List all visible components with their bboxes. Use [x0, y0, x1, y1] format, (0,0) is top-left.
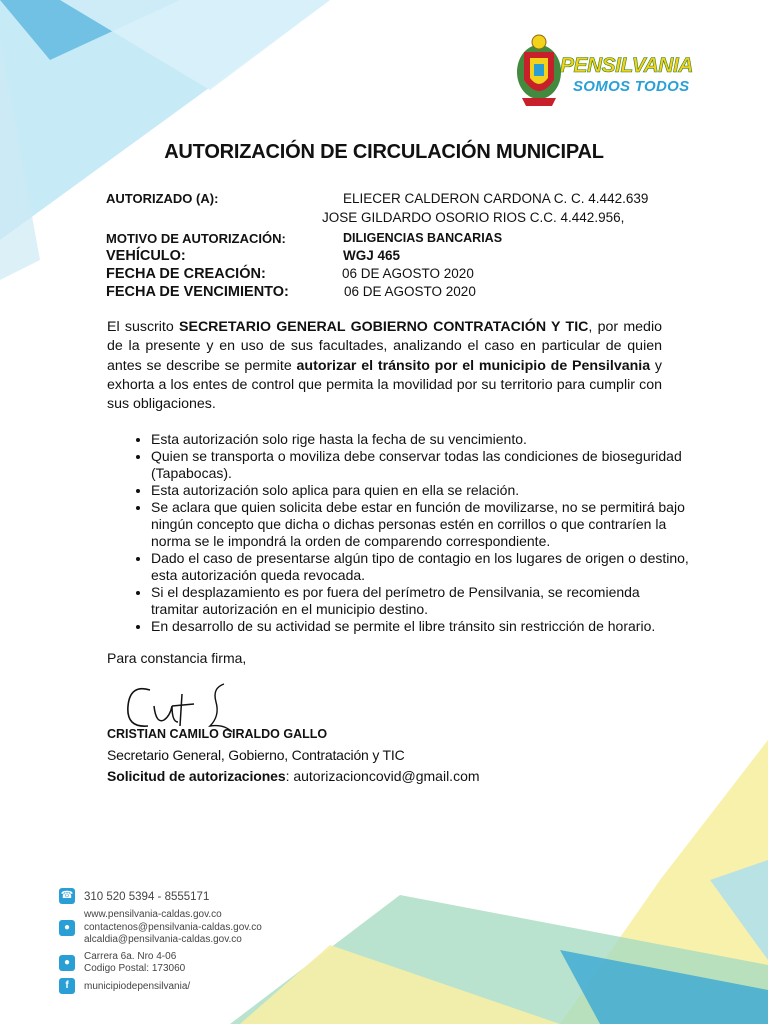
vehicle-value: WGJ 465	[343, 248, 401, 263]
list-item: • Dado el caso de presentarse algún tipo de contagio en los lugares de origen o destino, esta autorización queda revocada.	[151, 550, 691, 584]
motive-value: DILIGENCIAS BANCARIAS	[343, 231, 503, 245]
authorized-person-2: JOSE GILDARDO OSORIO RIOS C.C. 4.442.956,	[322, 210, 625, 225]
closing-text: Para constancia firma,	[107, 650, 247, 666]
authorized-label: AUTORIZADO (A):	[106, 191, 219, 206]
globe-icon: ●	[59, 920, 75, 936]
list-item: • Esta autorización solo aplica para quien en ella se relación.	[151, 482, 691, 499]
request-contact: Solicitud de autorizaciones: autorizacioncovid@gmail.com	[107, 768, 480, 784]
request-email: : autorizacioncovid@gmail.com	[285, 768, 480, 784]
phone-icon: ☎	[59, 888, 75, 904]
footer-facebook: municipiodepensilvania/	[84, 981, 191, 992]
document-title: AUTORIZACIÓN DE CIRCULACIÓN MUNICIPAL	[164, 141, 604, 163]
expires-label: FECHA DE VENCIMIENTO:	[106, 284, 289, 300]
authorization-paragraph: El suscrito SECRETARIO GENERAL GOBIERNO CONTRATACIÓN Y TIC, por medio de la presente y en uso de sus facultades, analizando el caso en particular de quien antes se describe se permite autorizar el tránsito por el municipio de Pensilvania y exhorta a los entes de control que permita la movilidad por su territorio para cumplir con sus obligaciones.	[107, 319, 662, 413]
signer-role: Secretario General, Gobierno, Contratación y TIC	[107, 747, 405, 763]
motive-label: MOTIVO DE AUTORIZACIÓN:	[106, 231, 286, 246]
signer-name: CRISTIAN CAMILO GIRALDO GALLO	[107, 727, 328, 741]
list-item: • Esta autorización solo rige hasta la fecha de su vencimiento.	[151, 431, 691, 448]
facebook-icon: f	[59, 978, 75, 994]
vehicle-label: VEHÍCULO:	[106, 248, 186, 264]
footer-phone: 310 520 5394 - 8555171	[84, 891, 210, 903]
footer-postal-code: Codigo Postal: 173060	[84, 963, 186, 974]
created-label: FECHA DE CREACIÓN:	[106, 266, 266, 282]
expires-value: 06 DE AGOSTO 2020	[344, 284, 476, 299]
list-item: • En desarrollo de su actividad se permite el libre tránsito sin restricción de horario.	[151, 618, 691, 635]
authorized-person-1: ELIECER CALDERON CARDONA C. C. 4.442.639	[343, 191, 649, 206]
list-item: • Quien se transporta o moviliza debe conservar todas las condiciones de bioseguridad (Tapabocas).	[151, 448, 691, 482]
footer-email-contact: contactenos@pensilvania-caldas.gov.co	[84, 922, 262, 933]
list-item: • Se aclara que quien solicita debe estar en función de movilizarse, no se permitirá bajo ningún concepto que dicha o dichas personas estén en corrillos o que contraríen la norma se le impondrá la orden de comparendo correspondiente.	[151, 499, 691, 550]
conditions-list	[107, 431, 691, 635]
brand-slogan: SOMOS TODOS	[573, 78, 690, 95]
location-pin-icon: ●	[59, 955, 75, 971]
footer-address: Carrera 6a. Nro 4-06	[84, 951, 177, 962]
created-value: 06 DE AGOSTO 2020	[342, 266, 474, 281]
brand-name: PENSILVANIA	[560, 54, 693, 77]
footer-website: www.pensilvania-caldas.gov.co	[84, 909, 222, 920]
footer-email-mayor: alcaldia@pensilvania-caldas.gov.co	[84, 934, 242, 945]
list-item: • Si el desplazamiento es por fuera del perímetro de Pensilvania, se recomienda tramitar autorización en el municipio destino.	[151, 584, 691, 618]
